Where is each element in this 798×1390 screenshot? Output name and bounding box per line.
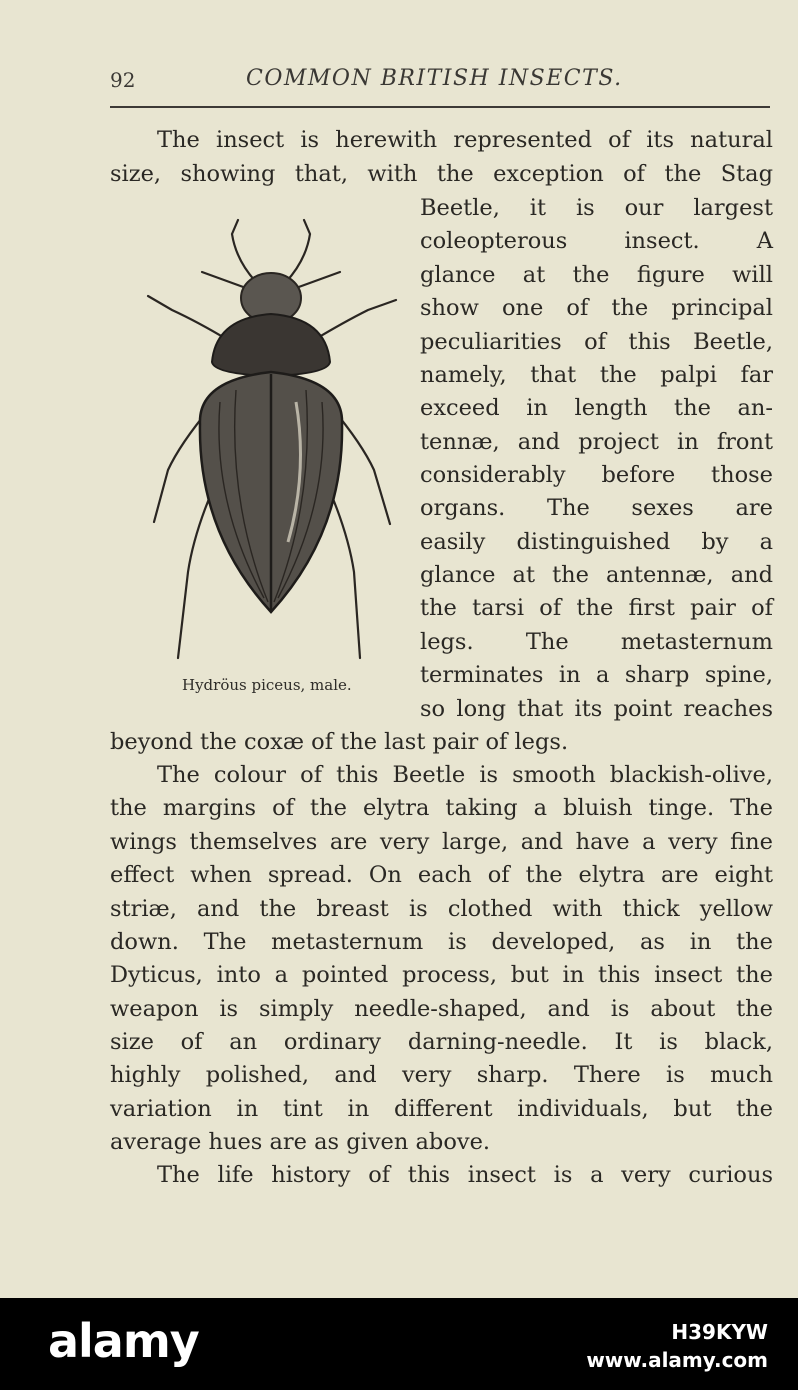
- site-url: www.alamy.com: [586, 1348, 768, 1372]
- text-line: Beetle, it is our largest: [420, 195, 773, 221]
- text-line: effect when spread. On each of the elytra are eight: [110, 862, 773, 888]
- text-line: size of an ordinary darning-needle. It is black,: [110, 1029, 773, 1055]
- running-head: COMMON BRITISH INSECTS.: [246, 66, 623, 91]
- text-line: considerably before those: [420, 462, 773, 488]
- text-line: The colour of this Beetle is smooth blackish-olive,: [157, 762, 773, 788]
- text-line: average hues are as given above.: [110, 1129, 491, 1155]
- text-line: striæ, and the breast is clothed with thick yellow: [110, 896, 773, 922]
- text-line: The life history of this insect is a very curious: [157, 1162, 773, 1188]
- text-line: so long that its point reaches: [420, 696, 773, 722]
- text-line: highly polished, and very sharp. There is much: [110, 1062, 773, 1088]
- text-line: the tarsi of the first pair of: [420, 595, 773, 621]
- alamy-logo: alamy: [48, 1314, 199, 1368]
- text-line: peculiarities of this Beetle,: [420, 329, 773, 355]
- stock-image-id: H39KYW: [671, 1320, 768, 1344]
- text-line: namely, that the palpi far: [420, 362, 773, 388]
- text-line: easily distinguished by a: [420, 529, 773, 555]
- text-line: terminates in a sharp spine,: [420, 662, 773, 688]
- watermark-footer: [0, 1298, 798, 1390]
- text-line: tennæ, and project in front: [420, 429, 773, 455]
- text-line: the margins of the elytra taking a bluish tinge. The: [110, 795, 773, 821]
- text-line: The insect is herewith represented of its natural: [157, 127, 773, 153]
- text-line: glance at the figure will: [420, 262, 773, 288]
- text-line: Dyticus, into a pointed process, but in this insect the: [110, 962, 773, 988]
- text-line: coleopterous insect. A: [420, 228, 773, 254]
- header-rule: [110, 106, 770, 108]
- text-line: beyond the coxæ of the last pair of legs.: [110, 729, 569, 755]
- text-line: weapon is simply needle-shaped, and is about the: [110, 996, 773, 1022]
- text-line: show one of the principal: [420, 295, 773, 321]
- figure-caption: Hydröus piceus, male.: [182, 676, 352, 694]
- text-line: size, showing that, with the exception of the Stag: [110, 161, 773, 187]
- text-line: exceed in length the an-: [420, 395, 773, 421]
- text-line: organs. The sexes are: [420, 495, 773, 521]
- beetle-illustration-icon: [128, 212, 406, 672]
- text-line: glance at the antennæ, and: [420, 562, 773, 588]
- text-line: wings themselves are very large, and have a very fine: [110, 829, 773, 855]
- text-line: down. The metasternum is developed, as in the: [110, 929, 773, 955]
- text-line: legs. The metasternum: [420, 629, 773, 655]
- page-number: 92: [110, 68, 136, 92]
- text-line: variation in tint in different individuals, but the: [110, 1096, 773, 1122]
